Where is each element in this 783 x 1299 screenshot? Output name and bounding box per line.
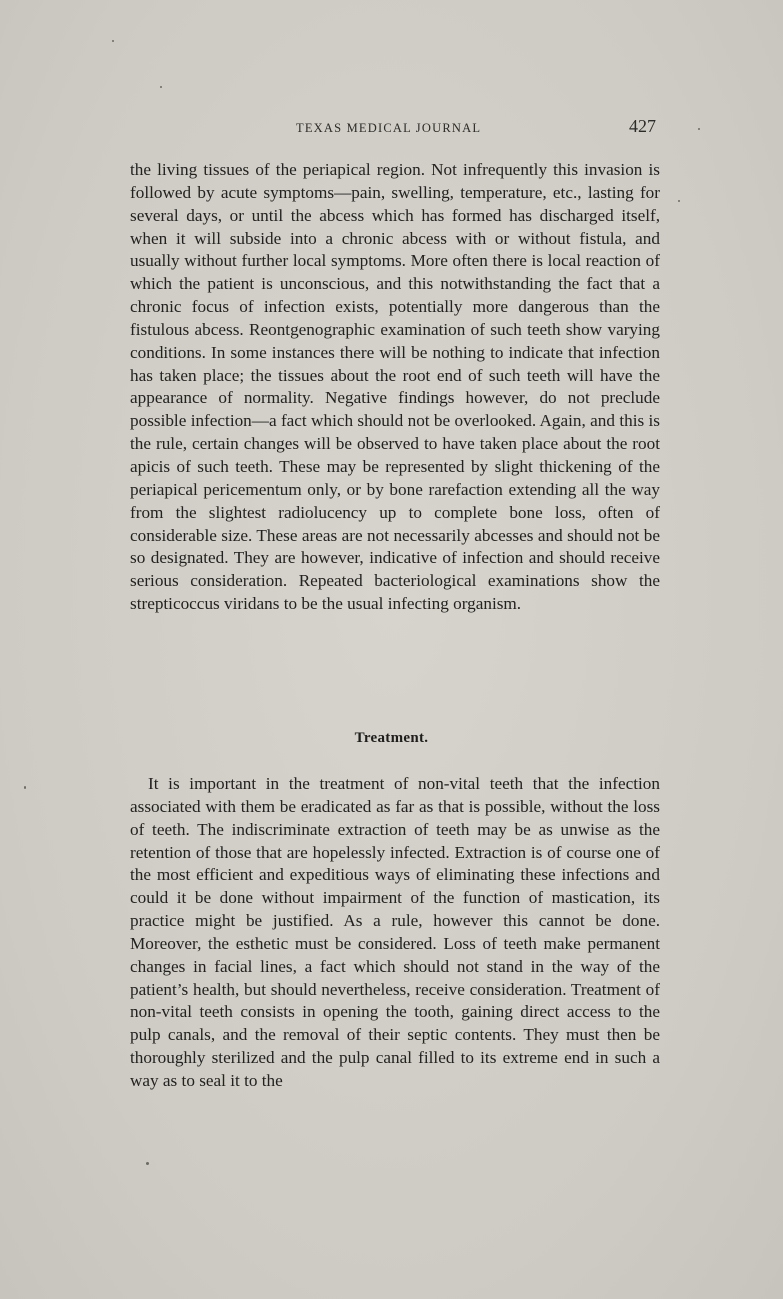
section-heading: Treatment. (354, 730, 429, 746)
paper-speck (698, 128, 700, 130)
paper-speck (146, 1162, 149, 1165)
paper-speck (24, 786, 26, 789)
running-title: TEXAS MEDICAL JOURNAL (296, 121, 482, 135)
body-paragraph: It is important in the treatment of non-vital teeth that the infection associated with them be eradicated as far as that is possible, without the loss of teeth. The indiscriminate extraction of teeth may be as unwise as the retention of those that are hopelessly infected. Extraction is of course one of the most efficient and expeditious ways of eliminating these infections and could it be done without impairment of the function of mastication, its practice might be justified. As a rule, however this cannot be done. Moreover, the esthetic must be considered. Loss of teeth make permanent changes in facial lines, a fact which should not stand in the way of the patient’s health, but should nevertheless, receive consideration. Treatment of non-vital teeth consists in opening the tooth, gaining direct access to the pulp canals, and the removal of their septic contents. They must then be thoroughly sterilized and the pulp canal filled to its extreme end in such a way as to seal it to the (130, 774, 660, 1090)
paper-speck (112, 40, 114, 42)
page-header (296, 116, 656, 140)
paper-speck (160, 86, 162, 88)
page-number: 427 (629, 116, 656, 136)
paper-speck (678, 200, 680, 202)
body-paragraph: the living tissues of the periapical region. Not infrequently this invasion is followed by acute symptoms—pain, swelling, temperature, etc., lasting for several days, or until the abcess which has formed has discharged itself, when it will subside into a chronic abcess with or without fistula, and usually without further local symptoms. More often there is local reaction of which the patient is unconscious, and this notwithstanding the fact that a chronic focus of infection exists, potentially more dangerous than the fistulous abcess. Reontgenographic examination of such teeth show varying conditions. In some instances there will be nothing to indicate that infection has taken place; the tissues about the root end of such teeth will have the appearance of normality. Negative findings however, do not preclude possible infection—a fact which should not be overlooked. Again, and this is the rule, certain changes will be observed to have taken place about the root apicis of such teeth. These may be represented by slight thickening of the periapical pericementum only, or by bone rarefaction extending all the way from the slightest radiolucency up to complete bone loss, often of considerable size. These areas are not necessarily abcesses and should not be so designated. They are however, indicative of infection and should receive serious consideration. Repeated bacteriological examinations show the strepticoccus viridans to be the usual infecting organism. (130, 160, 660, 614)
